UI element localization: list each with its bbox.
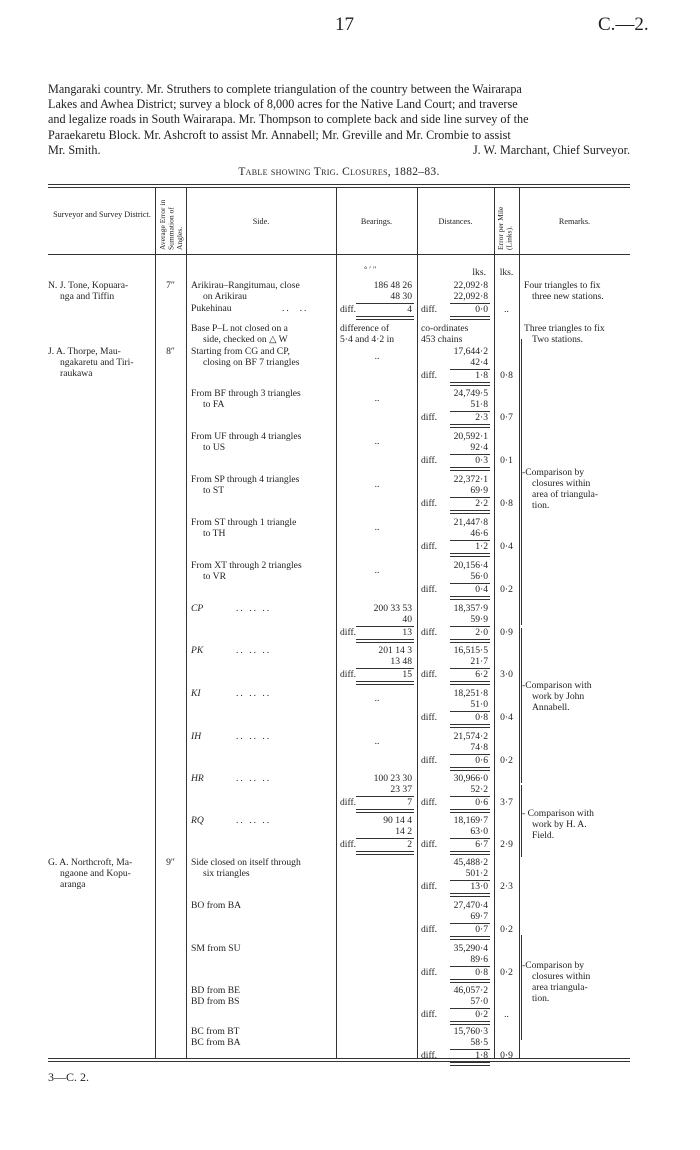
diff-label: diff. <box>421 1009 438 1020</box>
paragraph-line: Lakes and Awhea District; survey a block of 8,000 acres for the Native Land Court; and traverse <box>48 97 518 112</box>
side-label: HR <box>191 773 204 784</box>
error-per-mile: 0·4 <box>500 712 513 723</box>
remark-text: three new stations. <box>532 291 604 302</box>
error-per-mile: 0·2 <box>500 584 513 595</box>
distance-value: 92·4 <box>470 442 488 453</box>
distance-double-rule <box>450 510 490 514</box>
distance-note: 453 chains <box>421 334 463 345</box>
distance-value: 52·2 <box>470 784 488 795</box>
side-label: BD from BS <box>191 996 240 1007</box>
paragraph-line-end: Mr. Smith. <box>48 142 101 157</box>
column-divider <box>336 187 337 1058</box>
error-per-mile: 0·8 <box>500 498 513 509</box>
error-per-mile: 0·7 <box>500 412 513 423</box>
distance-value: 57·0 <box>470 996 488 1007</box>
signature: J. W. Marchant, Chief Surveyor. <box>472 142 630 157</box>
leader-dots: .. .. .. <box>236 815 272 826</box>
average-error: 7″ <box>166 280 175 291</box>
distance-value: 21,574·2 <box>453 731 488 742</box>
table-top-rule <box>48 184 630 185</box>
report-paragraph <box>48 82 630 158</box>
bearing-note: difference of <box>340 323 390 334</box>
distance-value: 46,057·2 <box>453 985 488 996</box>
side-label: KI <box>191 688 201 699</box>
distance-value: 21·7 <box>470 656 488 667</box>
distance-double-rule <box>450 553 490 557</box>
distance-double-rule <box>450 893 490 897</box>
bearing-value: 201 14 3 <box>378 645 412 656</box>
distance-diff: 0·6 <box>475 797 488 808</box>
side-label: From SP through 4 triangles <box>191 474 300 485</box>
bearing-note: 5·4 and 4·2 in <box>340 334 395 345</box>
remark-text: -Comparison by <box>522 960 585 971</box>
diff-label: diff. <box>340 797 357 808</box>
leader-dots: .. .. <box>282 303 309 314</box>
side-label: PK <box>191 645 204 656</box>
distance-diff: 0·0 <box>475 304 488 315</box>
diff-label: diff. <box>421 967 438 978</box>
distance-diff: 1·8 <box>475 370 488 381</box>
side-label: From XT through 2 triangles <box>191 560 302 571</box>
table-bottom-rule <box>48 1061 630 1062</box>
distance-diff: 1·2 <box>475 541 488 552</box>
diff-label: diff. <box>340 304 357 315</box>
surveyor-district: nga and Tiffin <box>60 291 115 302</box>
error-per-mile: 0·9 <box>500 1050 513 1061</box>
bearing-placeholder: .. <box>374 522 380 533</box>
distance-double-rule <box>450 382 490 386</box>
remark-text: tion. <box>532 993 550 1004</box>
distance-value: 22,372·1 <box>453 474 488 485</box>
column-divider <box>417 187 418 1058</box>
bearing-placeholder: .. <box>374 351 380 362</box>
distance-value: 17,644·2 <box>453 346 488 357</box>
surveyor-district: ngakaretu and Tiri- <box>60 357 134 368</box>
side-label: to FA <box>203 399 225 410</box>
distance-value: 74·8 <box>470 742 488 753</box>
distance-unit-label: lks. <box>472 267 486 278</box>
distance-value: 89·6 <box>470 954 488 965</box>
header-error-per-mile: Error per Mile (Links). <box>496 206 514 250</box>
side-label: Side closed on itself through <box>191 857 301 868</box>
header-average-error: Average Error in Summation of Angles. <box>158 199 184 250</box>
distance-diff: 0·2 <box>475 1009 488 1020</box>
side-label: CP <box>191 603 204 614</box>
diff-label: diff. <box>421 584 438 595</box>
bearing-value: 13 48 <box>390 656 412 667</box>
remark-text: closures within <box>532 971 591 982</box>
side-label: SM from SU <box>191 943 241 954</box>
bearing-diff: 2 <box>407 839 412 850</box>
distance-double-rule <box>450 639 490 643</box>
remark-text: - Comparison with <box>522 808 594 819</box>
remark-text: Four triangles to fix <box>524 280 601 291</box>
distance-value: 42·4 <box>470 357 488 368</box>
page-reference: C.—2. <box>598 14 649 35</box>
leader-dots: .. .. .. <box>236 688 272 699</box>
distance-diff: 2·3 <box>475 412 488 423</box>
error-unit-label: lks. <box>499 267 514 278</box>
column-divider <box>186 187 187 1058</box>
bearing-value: 48 30 <box>390 291 412 302</box>
bearing-placeholder: .. <box>374 393 380 404</box>
paragraph-line: Mangaraki country. Mr. Struthers to complete triangulation of the country between the Wairarapa <box>48 82 522 96</box>
bearing-double-rule <box>356 316 414 320</box>
bearing-placeholder: .. <box>374 479 380 490</box>
remark-brace <box>521 785 522 857</box>
distance-value: 45,488·2 <box>453 857 488 868</box>
distance-double-rule <box>450 681 490 685</box>
side-label: Base P–L not closed on a <box>191 323 288 334</box>
surveyor-district: raukawa <box>60 368 93 379</box>
diff-label: diff. <box>421 541 438 552</box>
error-per-mile: 3·7 <box>500 797 513 808</box>
bearing-value: 90 14 4 <box>383 815 412 826</box>
diff-label: diff. <box>421 669 438 680</box>
side-label: Pukehinau <box>191 303 232 314</box>
surveyor-district: ngaone and Kopu- <box>60 868 131 879</box>
side-label: to VR <box>203 571 227 582</box>
distance-diff: 0·4 <box>475 584 488 595</box>
bearing-value: 14 2 <box>395 826 412 837</box>
distance-value: 46·6 <box>470 528 488 539</box>
table-bottom-rule <box>48 1058 630 1059</box>
side-label: Starting from CG and CP, <box>191 346 290 357</box>
side-label: Arikirau–Rangitumau, close <box>191 280 300 291</box>
bearing-unit-label: ° ′ ″ <box>364 265 377 274</box>
distance-double-rule <box>450 596 490 600</box>
header-distances: Distances. <box>438 217 473 226</box>
diff-label: diff. <box>421 924 438 935</box>
distance-note: co-ordinates <box>421 323 469 334</box>
distance-double-rule <box>450 809 490 813</box>
distance-value: 27,470·4 <box>453 900 488 911</box>
header-surveyor: Surveyor and Survey District. <box>53 210 151 219</box>
bearing-diff: 13 <box>402 627 412 638</box>
bearing-value: 100 23 30 <box>373 773 412 784</box>
remark-text: Annabell. <box>532 702 570 713</box>
distance-diff: 0·6 <box>475 755 488 766</box>
distance-value: 20,156·4 <box>453 560 488 571</box>
bearing-double-rule <box>356 851 414 855</box>
leader-dots: .. .. .. <box>236 645 272 656</box>
bearing-placeholder: .. <box>374 436 380 447</box>
side-label: From BF through 3 triangles <box>191 388 301 399</box>
table-header-rule <box>48 254 630 255</box>
remark-text: Two stations. <box>532 334 584 345</box>
distance-value: 22,092·8 <box>453 280 488 291</box>
diff-label: diff. <box>421 755 438 766</box>
distance-value: 18,169·7 <box>453 815 488 826</box>
side-label: closing on BF 7 triangles <box>203 357 300 368</box>
side-label: BO from BA <box>191 900 242 911</box>
leader-dots: .. .. .. <box>236 731 272 742</box>
remark-text: tion. <box>532 500 550 511</box>
remark-brace <box>521 339 522 471</box>
column-divider <box>519 187 520 1058</box>
diff-label: diff. <box>421 304 438 315</box>
error-per-mile: .. <box>504 1009 509 1020</box>
remark-brace <box>521 935 522 1040</box>
side-label: From UF through 4 triangles <box>191 431 302 442</box>
table-caption: Table showing Trig. Closures, 1882–83. <box>238 166 440 178</box>
distance-value: 69·7 <box>470 911 488 922</box>
bearing-placeholder: .. <box>374 736 380 747</box>
distance-value: 58·5 <box>470 1037 488 1048</box>
error-per-mile: 0·2 <box>500 755 513 766</box>
distance-value: 20,592·1 <box>453 431 488 442</box>
surveyor-name: J. A. Thorpe, Mau- <box>48 346 121 357</box>
diff-label: diff. <box>421 1050 438 1061</box>
leader-dots: .. .. .. <box>236 603 272 614</box>
distance-value: 18,357·9 <box>453 603 488 614</box>
distance-double-rule <box>450 1021 490 1025</box>
diff-label: diff. <box>340 627 357 638</box>
distance-value: 56·0 <box>470 571 488 582</box>
distance-value: 21,447·8 <box>453 517 488 528</box>
side-label: BC from BA <box>191 1037 241 1048</box>
bearing-placeholder: .. <box>374 693 380 704</box>
diff-label: diff. <box>421 839 438 850</box>
diff-label: diff. <box>421 797 438 808</box>
diff-label: diff. <box>340 839 357 850</box>
page-number: 17 <box>335 14 354 35</box>
error-per-mile: 0·2 <box>500 924 513 935</box>
side-label: on Arikirau <box>203 291 247 302</box>
diff-label: diff. <box>421 412 438 423</box>
bearing-double-rule <box>356 809 414 813</box>
distance-diff: 1·8 <box>475 1050 488 1061</box>
error-per-mile: 0·4 <box>500 541 513 552</box>
bearing-diff: 7 <box>407 797 412 808</box>
paragraph-line <box>48 143 630 158</box>
side-label: to ST <box>203 485 225 496</box>
error-per-mile: 0·9 <box>500 627 513 638</box>
average-error: 9″ <box>166 857 175 868</box>
distance-double-rule <box>450 316 490 320</box>
surveyor-name: N. J. Tone, Kopuara- <box>48 280 129 291</box>
side-label: to TH <box>203 528 226 539</box>
bearing-double-rule <box>356 681 414 685</box>
side-label: RQ <box>191 815 204 826</box>
diff-label: diff. <box>421 370 438 381</box>
distance-diff: 0·3 <box>475 455 488 466</box>
distance-diff: 2·0 <box>475 627 488 638</box>
remark-text: Three triangles to fix <box>524 323 605 334</box>
distance-value: 35,290·4 <box>453 943 488 954</box>
distance-diff: 0·8 <box>475 712 488 723</box>
header-bearings: Bearings. <box>360 217 393 226</box>
remark-text: -Comparison with <box>522 680 592 691</box>
distance-diff: 13·0 <box>470 881 488 892</box>
diff-label: diff. <box>421 881 438 892</box>
distance-value: 24,749·5 <box>453 388 488 399</box>
remark-text: area of triangula- <box>532 489 599 500</box>
distance-diff: 2·2 <box>475 498 488 509</box>
remark-text: area triangula- <box>532 982 588 993</box>
side-label: side, checked on △ W <box>203 334 288 345</box>
remark-brace <box>521 628 522 783</box>
side-label: BD from BE <box>191 985 241 996</box>
bearing-diff: 15 <box>402 669 412 680</box>
diff-label: diff. <box>421 455 438 466</box>
column-divider <box>155 187 156 1058</box>
distance-diff: 6·7 <box>475 839 488 850</box>
diff-label: diff. <box>421 627 438 638</box>
surveyor-name: G. A. Northcroft, Ma- <box>48 857 133 868</box>
error-per-mile: 0·8 <box>500 370 513 381</box>
diff-label: diff. <box>421 712 438 723</box>
distance-value: 51·0 <box>470 699 488 710</box>
distance-double-rule <box>450 467 490 471</box>
error-per-mile: .. <box>504 304 509 315</box>
distance-value: 59·9 <box>470 614 488 625</box>
diff-label: diff. <box>421 498 438 509</box>
side-label: to US <box>203 442 226 453</box>
bearing-placeholder: .. <box>374 565 380 576</box>
bearing-value: 186 48 26 <box>373 280 412 291</box>
error-per-mile: 3·0 <box>500 669 513 680</box>
remark-text: Field. <box>532 830 555 841</box>
distance-value: 16,515·5 <box>453 645 488 656</box>
bearing-value: 200 33 53 <box>373 603 412 614</box>
side-label: six triangles <box>203 868 250 879</box>
surveyor-district: aranga <box>60 879 86 890</box>
error-per-mile: 2·9 <box>500 839 513 850</box>
distance-double-rule <box>450 724 490 728</box>
distance-double-rule <box>450 767 490 771</box>
diff-label: diff. <box>340 669 357 680</box>
distance-value: 30,966·0 <box>453 773 488 784</box>
table-top-rule <box>48 187 630 188</box>
remark-text: -Comparison by <box>522 467 585 478</box>
bearing-diff: 4 <box>407 304 412 315</box>
side-label: IH <box>191 731 202 742</box>
header-side: Side. <box>252 217 270 226</box>
error-per-mile: 2·3 <box>500 881 513 892</box>
distance-value: 22,092·8 <box>453 291 488 302</box>
paragraph-line: Paraekaretu Block. Mr. Ashcroft to assist Mr. Annabell; Mr. Greville and Mr. Crombie to assist <box>48 127 511 142</box>
distance-value: 501·2 <box>465 868 488 879</box>
distance-double-rule <box>450 1062 490 1066</box>
distance-double-rule <box>450 851 490 855</box>
paragraph-line: and legalize roads in South Wairarapa. Mr. Thompson to complete back and side line survey of the <box>48 112 529 127</box>
side-label: From ST through 1 triangle <box>191 517 297 528</box>
remark-brace <box>521 470 522 625</box>
remark-text: closures within <box>532 478 591 489</box>
distance-diff: 0·7 <box>475 924 488 935</box>
bearing-value: 23 37 <box>390 784 412 795</box>
header-remarks: Remarks. <box>558 217 591 226</box>
distance-diff: 0·8 <box>475 967 488 978</box>
remark-text: work by John <box>532 691 585 702</box>
side-label: BC from BT <box>191 1026 240 1037</box>
distance-double-rule <box>450 979 490 983</box>
distance-double-rule <box>450 936 490 940</box>
leader-dots: .. .. .. <box>236 773 272 784</box>
distance-value: 18,251·8 <box>453 688 488 699</box>
distance-value: 69·9 <box>470 485 488 496</box>
error-per-mile: 0·1 <box>500 455 513 466</box>
footer-signature-mark: 3—C. 2. <box>48 1070 90 1084</box>
remark-text: work by H. A. <box>532 819 587 830</box>
bearing-double-rule <box>356 639 414 643</box>
distance-value: 51·8 <box>470 399 488 410</box>
average-error: 8″ <box>166 346 175 357</box>
bearing-value: 40 <box>402 614 412 625</box>
distance-value: 15,760·3 <box>453 1026 488 1037</box>
distance-diff: 6·2 <box>475 669 488 680</box>
distance-value: 63·0 <box>470 826 488 837</box>
error-per-mile: 0·2 <box>500 967 513 978</box>
distance-double-rule <box>450 424 490 428</box>
